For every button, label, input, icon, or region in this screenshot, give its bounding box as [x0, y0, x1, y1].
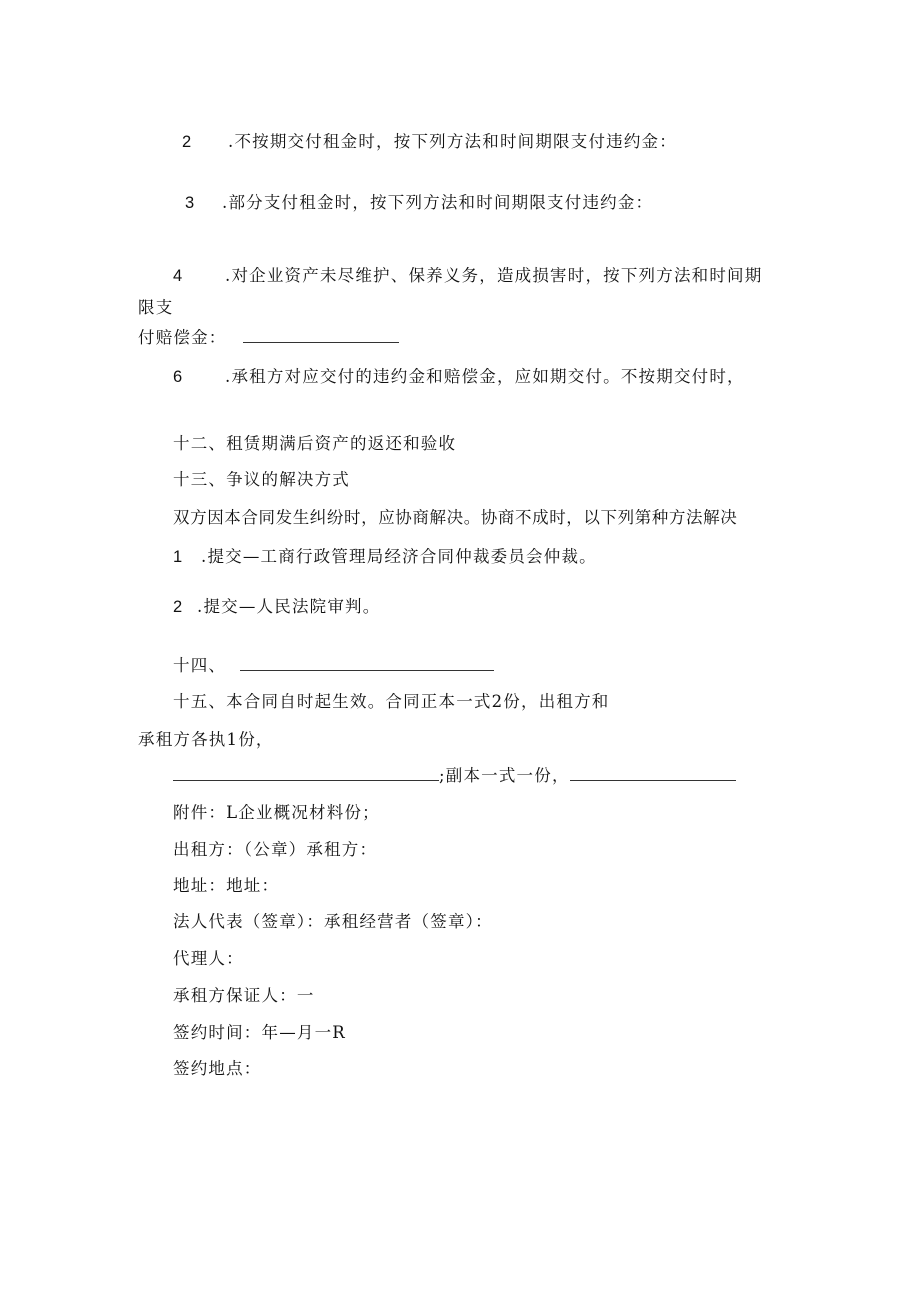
- compensation-blank: [243, 328, 399, 343]
- clause-2: [182, 131, 677, 153]
- compensation-label: 付赔偿金：: [138, 328, 227, 347]
- section-15-continued: 承租方各执1份，: [138, 730, 274, 749]
- copies-line: [173, 765, 736, 787]
- clause-2-number: 2: [182, 133, 192, 151]
- legal-representative-line: 法人代表（签章）：承租经营者（签章）：: [173, 912, 493, 931]
- signing-place-line: 签约地点：: [173, 1059, 262, 1078]
- signing-date-line: 签约时间：年—月一R: [173, 1023, 346, 1042]
- clause-3: [185, 192, 653, 214]
- clause-6-text: .承租方对应交付的违约金和赔偿金，应如期交付。不按期交付时，: [225, 367, 745, 386]
- option-2-text: .提交—人民法院审判。: [197, 597, 381, 616]
- parties-line: 出租方：（公章）承租方：: [173, 840, 378, 859]
- clause-3-number: 3: [185, 194, 195, 212]
- section-14: [173, 655, 494, 677]
- section-13-body: 双方因本合同发生纠纷时，应协商解决。协商不成时，以下列第种方法解决: [173, 508, 738, 527]
- clause-3-text: .部分支付租金时，按下列方法和时间期限支付违约金：: [222, 193, 654, 212]
- agent-line: 代理人：: [173, 949, 244, 968]
- copies-blank-1: [173, 766, 439, 781]
- section-12-heading: 十二、租赁期满后资产的返还和验收: [173, 434, 457, 453]
- option-2-number: 2: [173, 598, 183, 616]
- section-14-blank: [240, 656, 494, 671]
- clause-2-text: .不按期交付租金时，按下列方法和时间期限支付违约金：: [228, 132, 677, 151]
- section-13-heading: 十三、争议的解决方式: [173, 470, 350, 489]
- clause-6-number: 6: [173, 368, 183, 386]
- copies-blank-2: [570, 766, 736, 781]
- section-15-heading: 十五、本合同自时起生效。合同正本一式2份，出租方和: [173, 692, 610, 711]
- option-1-text: .提交—工商行政管理局经济合同仲裁委员会仲裁。: [201, 547, 597, 566]
- clause-6: [173, 366, 745, 388]
- copies-text: ;副本一式一份，: [439, 766, 570, 785]
- dispute-option-2: [173, 596, 380, 618]
- dispute-option-1: [173, 546, 597, 568]
- option-1-number: 1: [173, 548, 183, 566]
- guarantor-line: 承租方保证人：一: [173, 986, 315, 1005]
- section-14-heading: 十四、: [173, 656, 227, 675]
- clause-4-compensation: [138, 327, 399, 349]
- address-line: 地址：地址：: [173, 876, 280, 895]
- clause-4-text: .对企业资产未尽维护、保养义务，造成损害时，按下列方法和时间期: [225, 266, 763, 285]
- attachment-line: 附件：L企业概况材料份；: [173, 803, 380, 822]
- clause-4-continued: 限支: [138, 298, 174, 317]
- clause-4-number: 4: [173, 267, 183, 285]
- clause-4: [173, 265, 762, 287]
